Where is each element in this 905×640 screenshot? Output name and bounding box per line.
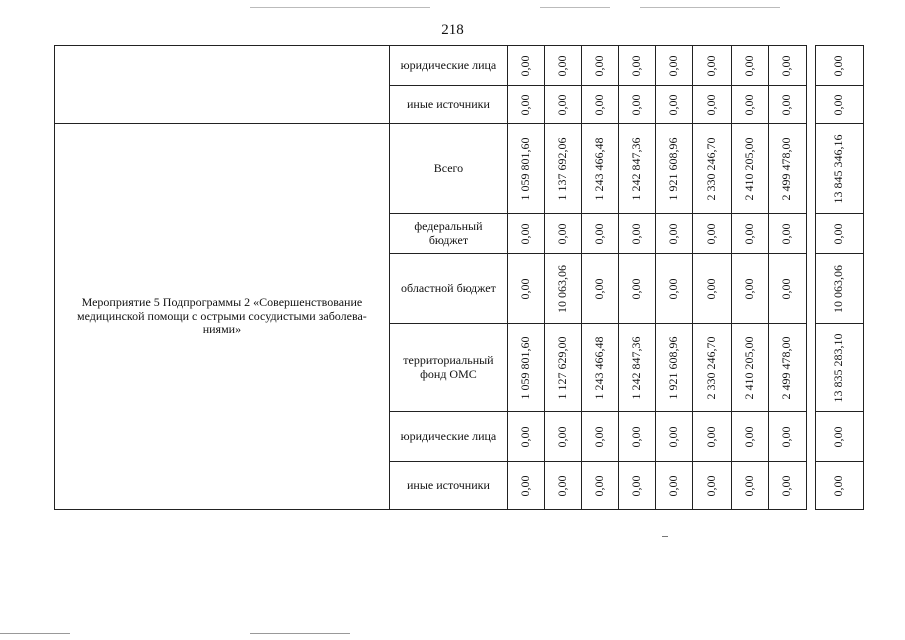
year-value-cell bbox=[693, 214, 731, 254]
funding-table bbox=[54, 45, 864, 510]
year-value: 0,00 bbox=[629, 223, 644, 244]
funding-source-label: территориальный фонд ОМС bbox=[389, 324, 507, 412]
year-value: 0,00 bbox=[592, 55, 607, 76]
year-value: 0,00 bbox=[518, 94, 533, 115]
year-value: 0,00 bbox=[629, 94, 644, 115]
year-value: 0,00 bbox=[666, 55, 681, 76]
year-value-cell bbox=[693, 46, 731, 86]
year-value: 2 410 205,00 bbox=[741, 137, 756, 200]
year-value-cell bbox=[731, 124, 768, 214]
year-value: 0,00 bbox=[741, 223, 756, 244]
year-value: 1 243 466,48 bbox=[592, 137, 607, 200]
year-value: 0,00 bbox=[629, 278, 644, 299]
year-value-cell bbox=[545, 124, 582, 214]
year-value-cell bbox=[693, 86, 731, 124]
column-gap bbox=[806, 254, 815, 324]
year-value: 0,00 bbox=[779, 55, 794, 76]
year-value-cell bbox=[768, 412, 806, 462]
event-title: Мероприятие 5 Подпрограммы 2 «Совершенствование медицинской помощи с острыми сосудистыми заболева-ниями» bbox=[55, 124, 390, 510]
year-value: 1 242 847,36 bbox=[629, 336, 644, 399]
year-value: 0,00 bbox=[518, 55, 533, 76]
year-value-cell bbox=[582, 214, 619, 254]
year-value-cell bbox=[731, 86, 768, 124]
year-value: 10 063,06 bbox=[555, 264, 570, 313]
total-value-cell bbox=[815, 412, 863, 462]
year-value-cell bbox=[545, 462, 582, 510]
year-value: 0,00 bbox=[666, 278, 681, 299]
year-value: 0,00 bbox=[518, 278, 533, 299]
year-value-cell bbox=[508, 324, 545, 412]
year-value-cell bbox=[619, 462, 656, 510]
year-value-cell bbox=[545, 214, 582, 254]
year-value: 0,00 bbox=[704, 475, 719, 496]
year-value-cell bbox=[545, 412, 582, 462]
scan-edge-line bbox=[250, 633, 350, 634]
year-value-cell bbox=[693, 324, 731, 412]
year-value: 0,00 bbox=[704, 278, 719, 299]
year-value-cell bbox=[731, 214, 768, 254]
year-value-cell bbox=[656, 214, 693, 254]
year-value: 1 921 608,96 bbox=[666, 137, 681, 200]
column-gap bbox=[806, 462, 815, 510]
year-value: 0,00 bbox=[779, 426, 794, 447]
year-value: 0,00 bbox=[592, 426, 607, 447]
year-value: 0,00 bbox=[518, 475, 533, 496]
year-value: 0,00 bbox=[592, 94, 607, 115]
year-value: 0,00 bbox=[518, 223, 533, 244]
year-value: 0,00 bbox=[555, 475, 570, 496]
year-value: 1 127 629,00 bbox=[555, 336, 570, 399]
year-value-cell bbox=[508, 254, 545, 324]
year-value: 0,00 bbox=[779, 223, 794, 244]
year-value: 0,00 bbox=[592, 278, 607, 299]
total-value: 0,00 bbox=[831, 475, 846, 496]
year-value-cell bbox=[656, 46, 693, 86]
total-value: 10 063,06 bbox=[831, 264, 846, 313]
year-value-cell bbox=[582, 462, 619, 510]
table-row bbox=[55, 124, 864, 214]
total-value: 13 845 346,16 bbox=[831, 134, 846, 203]
year-value: 1 243 466,48 bbox=[592, 336, 607, 399]
year-value: 1 242 847,36 bbox=[629, 137, 644, 200]
year-value-cell bbox=[545, 86, 582, 124]
scan-edge-line bbox=[250, 7, 430, 8]
year-value: 2 499 478,00 bbox=[779, 137, 794, 200]
year-value-cell bbox=[619, 46, 656, 86]
year-value: 2 330 246,70 bbox=[704, 336, 719, 399]
year-value-cell bbox=[731, 462, 768, 510]
table-row bbox=[55, 46, 864, 86]
year-value: 0,00 bbox=[666, 94, 681, 115]
year-value: 0,00 bbox=[592, 475, 607, 496]
year-value-cell bbox=[656, 124, 693, 214]
column-gap bbox=[806, 214, 815, 254]
year-value: 0,00 bbox=[666, 475, 681, 496]
year-value: 1 921 608,96 bbox=[666, 336, 681, 399]
year-value-cell bbox=[656, 254, 693, 324]
page-number: 218 bbox=[441, 22, 464, 38]
year-value: 0,00 bbox=[555, 223, 570, 244]
year-value: 0,00 bbox=[666, 223, 681, 244]
year-value-cell bbox=[619, 214, 656, 254]
column-gap bbox=[806, 86, 815, 124]
year-value-cell bbox=[508, 86, 545, 124]
year-value-cell bbox=[545, 254, 582, 324]
year-value-cell bbox=[731, 324, 768, 412]
year-value: 0,00 bbox=[629, 475, 644, 496]
year-value-cell bbox=[731, 412, 768, 462]
total-value-cell bbox=[815, 124, 863, 214]
year-value-cell bbox=[768, 214, 806, 254]
year-value-cell bbox=[619, 124, 656, 214]
year-value: 0,00 bbox=[779, 94, 794, 115]
year-value: 0,00 bbox=[704, 94, 719, 115]
total-value: 0,00 bbox=[831, 94, 846, 115]
year-value-cell bbox=[731, 46, 768, 86]
year-value-cell bbox=[582, 412, 619, 462]
year-value-cell bbox=[768, 86, 806, 124]
year-value: 0,00 bbox=[741, 475, 756, 496]
total-value-cell bbox=[815, 86, 863, 124]
year-value: 0,00 bbox=[629, 55, 644, 76]
total-value-cell bbox=[815, 462, 863, 510]
year-value: 0,00 bbox=[704, 426, 719, 447]
year-value-cell bbox=[582, 124, 619, 214]
year-value-cell bbox=[656, 462, 693, 510]
year-value-cell bbox=[656, 324, 693, 412]
column-gap bbox=[806, 46, 815, 86]
total-value-cell bbox=[815, 46, 863, 86]
year-value-cell bbox=[693, 462, 731, 510]
year-value-cell bbox=[508, 412, 545, 462]
year-value: 0,00 bbox=[779, 278, 794, 299]
funding-source-label: юридические лица bbox=[389, 46, 507, 86]
year-value-cell bbox=[768, 46, 806, 86]
total-value: 0,00 bbox=[831, 223, 846, 244]
year-value: 2 410 205,00 bbox=[741, 336, 756, 399]
funding-source-label: областной бюджет bbox=[389, 254, 507, 324]
year-value-cell bbox=[582, 254, 619, 324]
year-value-cell bbox=[582, 324, 619, 412]
scan-edge-line bbox=[0, 633, 70, 634]
total-value: 0,00 bbox=[831, 426, 846, 447]
year-value-cell bbox=[731, 254, 768, 324]
total-value-cell bbox=[815, 214, 863, 254]
year-value-cell bbox=[508, 462, 545, 510]
year-value-cell bbox=[768, 462, 806, 510]
previous-event-cell bbox=[55, 46, 390, 124]
year-value-cell bbox=[619, 86, 656, 124]
year-value: 2 499 478,00 bbox=[779, 336, 794, 399]
year-value: 1 137 692,06 bbox=[555, 137, 570, 200]
year-value-cell bbox=[619, 254, 656, 324]
year-value-cell bbox=[508, 124, 545, 214]
year-value-cell bbox=[582, 46, 619, 86]
total-value: 0,00 bbox=[831, 55, 846, 76]
year-value: 0,00 bbox=[518, 426, 533, 447]
year-value: 0,00 bbox=[629, 426, 644, 447]
year-value-cell bbox=[693, 124, 731, 214]
year-value: 0,00 bbox=[741, 55, 756, 76]
funding-source-label: федеральный бюджет bbox=[389, 214, 507, 254]
year-value: 1 059 801,60 bbox=[518, 336, 533, 399]
total-value-cell bbox=[815, 254, 863, 324]
year-value: 0,00 bbox=[741, 426, 756, 447]
column-gap bbox=[806, 124, 815, 214]
year-value: 0,00 bbox=[779, 475, 794, 496]
scan-edge-line bbox=[540, 7, 610, 8]
year-value-cell bbox=[508, 46, 545, 86]
column-gap bbox=[806, 324, 815, 412]
year-value-cell bbox=[656, 86, 693, 124]
year-value-cell bbox=[656, 412, 693, 462]
year-value: 1 059 801,60 bbox=[518, 137, 533, 200]
funding-source-label: иные источники bbox=[389, 86, 507, 124]
year-value: 0,00 bbox=[704, 223, 719, 244]
year-value-cell bbox=[619, 324, 656, 412]
year-value: 0,00 bbox=[592, 223, 607, 244]
year-value: 0,00 bbox=[741, 94, 756, 115]
year-value: 2 330 246,70 bbox=[704, 137, 719, 200]
year-value-cell bbox=[545, 324, 582, 412]
year-value-cell bbox=[768, 124, 806, 214]
year-value: 0,00 bbox=[741, 278, 756, 299]
year-value: 0,00 bbox=[555, 426, 570, 447]
total-value-cell bbox=[815, 324, 863, 412]
year-value-cell bbox=[693, 254, 731, 324]
year-value-cell bbox=[508, 214, 545, 254]
year-value-cell bbox=[582, 86, 619, 124]
year-value-cell bbox=[545, 46, 582, 86]
year-value-cell bbox=[619, 412, 656, 462]
year-value: 0,00 bbox=[555, 55, 570, 76]
funding-source-label: юридические лица bbox=[389, 412, 507, 462]
column-gap bbox=[806, 412, 815, 462]
funding-source-label: иные источники bbox=[389, 462, 507, 510]
year-value: 0,00 bbox=[555, 94, 570, 115]
scan-edge-line bbox=[640, 7, 780, 8]
year-value: 0,00 bbox=[666, 426, 681, 447]
year-value: 0,00 bbox=[704, 55, 719, 76]
year-value-cell bbox=[693, 412, 731, 462]
total-value: 13 835 283,10 bbox=[831, 333, 846, 402]
funding-source-label: Всего bbox=[389, 124, 507, 214]
scan-mark bbox=[662, 536, 668, 537]
year-value-cell bbox=[768, 324, 806, 412]
year-value-cell bbox=[768, 254, 806, 324]
